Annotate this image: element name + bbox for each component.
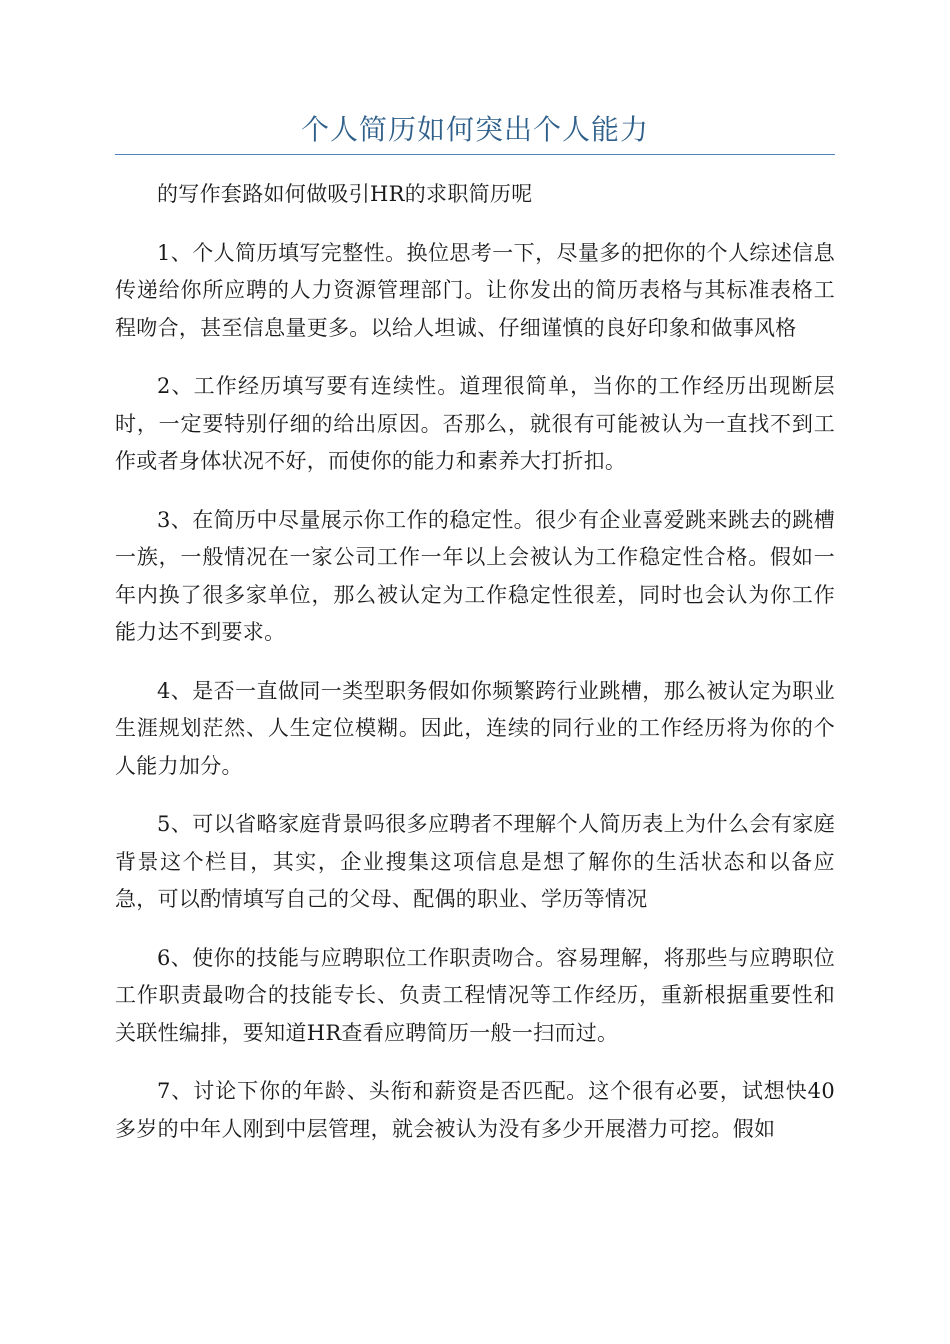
paragraph-3: 3、在简历中尽量展示你工作的稳定性。很少有企业喜爱跳来跳去的跳槽一族，一般情况在一家公司工作一年以上会被认为工作稳定性合格。假如一年内换了很多家单位，那么被认定为工作稳定性很差，同时也会认为你工作能力达不到要求。 <box>115 507 835 644</box>
paragraph-6: 6、使你的技能与应聘职位工作职责吻合。容易理解，将那些与应聘职位工作职责最吻合的技能专长、负责工程情况等工作经历，重新根据重要性和关联性编排，要知道HR查看应聘简历一般一扫而过。 <box>115 945 835 1045</box>
paragraph-5: 5、可以省略家庭背景吗很多应聘者不理解个人简历表上为什么会有家庭背景这个栏目，其实，企业搜集这项信息是想了解你的生活状态和以备应急，可以酌情填写自己的父母、配偶的职业、学历等情况 <box>115 812 835 911</box>
intro-paragraph: 的写作套路如何做吸引HR的求职简历呢 <box>157 182 533 206</box>
paragraph-7: 7、讨论下你的年龄、头衔和薪资是否匹配。这个很有必要，试想快40多岁的中年人刚到中层管理，就会被认为没有多少开展潜力可挖。假如 <box>115 1079 835 1141</box>
page-title: 个人简历如何突出个人能力 <box>300 113 649 146</box>
paragraph-1: 1、个人简历填写完整性。换位思考一下，尽量多的把你的个人综述信息传递给你所应聘的人力资源管理部门。让你发出的简历表格与其标准表格工程吻合，甚至信息量更多。以给人坦诚、仔细谨慎的良好印象和做事风格 <box>115 240 835 340</box>
document-body <box>115 176 835 1169</box>
paragraph-2: 2、工作经历填写要有连续性。道理很简单，当你的工作经历出现断层时，一定要特别仔细的给出原因。否那么，就很有可能被认为一直找不到工作或者身体状况不好，而使你的能力和素养大打折扣。 <box>115 374 835 473</box>
paragraph-4: 4、是否一直做同一类型职务假如你频繁跨行业跳槽，那么被认定为职业生涯规划茫然、人生定位模糊。因此，连续的同行业的工作经历将为你的个人能力加分。 <box>115 678 835 778</box>
title-underline <box>115 154 835 155</box>
